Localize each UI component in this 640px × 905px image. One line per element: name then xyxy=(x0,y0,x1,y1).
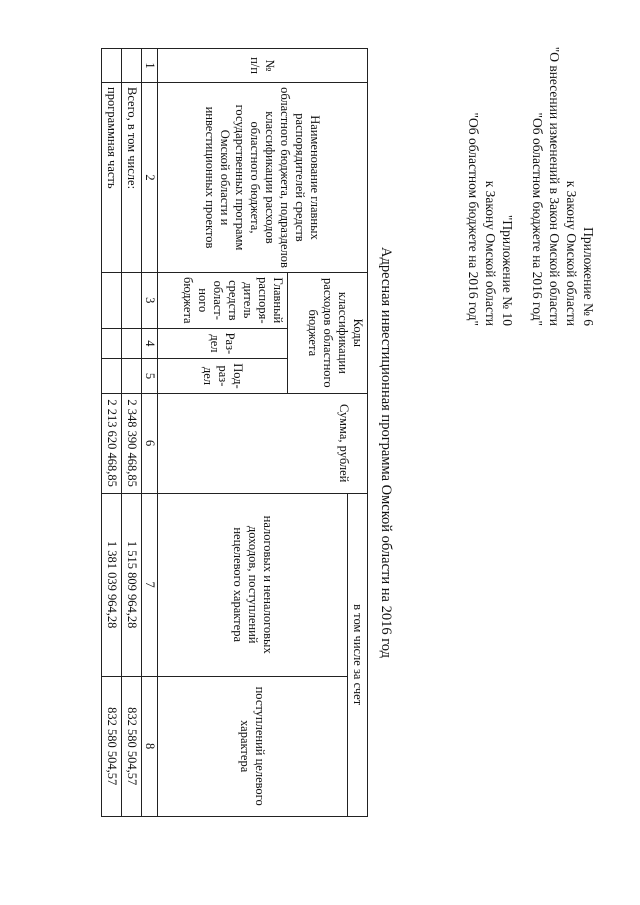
header-main-manager: Главный распоря-дитель средств област-ного бюджета xyxy=(158,273,288,329)
header-codes: Коды классификации расходов областного бюджета xyxy=(288,273,368,394)
appendix-current-line4: "Об областном бюджете на 2016 год" xyxy=(530,112,545,326)
row-manager xyxy=(122,273,142,329)
row-sum: 2 213 620 468,85 xyxy=(102,393,122,493)
row-section xyxy=(122,328,142,359)
appendix-original-line3: "Об областном бюджете на 2016 год" xyxy=(466,112,481,326)
row-tax: 1 515 809 964,28 xyxy=(122,493,142,676)
row-target: 832 580 504,57 xyxy=(122,676,142,816)
row-subsection xyxy=(102,359,122,393)
header-sum: Сумма, рублей xyxy=(158,393,368,493)
row-sum: 2 348 390 468,85 xyxy=(122,393,142,493)
row-target: 832 580 504,57 xyxy=(102,676,122,816)
header-including: в том числе за счет xyxy=(348,493,368,816)
row-name: программная часть xyxy=(102,83,122,273)
document-title: Адресная инвестиционная программа Омской области на 2016 год xyxy=(378,246,394,659)
appendix-current-line1: Приложение № 6 xyxy=(581,227,596,326)
column-index: 4 xyxy=(142,328,158,359)
header-targeted-income: поступлений целевого характера xyxy=(158,676,348,816)
appendix-original-line2: к Закону Омской области xyxy=(483,180,498,326)
investment-program-table xyxy=(101,48,368,817)
column-index: 6 xyxy=(142,393,158,493)
table-row xyxy=(102,49,122,817)
appendix-original-line1: "Приложение № 10 xyxy=(500,214,515,326)
appendix-current-line3: "О внесении изменений в Закон Омской области xyxy=(547,46,562,326)
column-index: 2 xyxy=(142,83,158,273)
row-name: Всего, в том числе: xyxy=(122,83,142,273)
column-index: 5 xyxy=(142,359,158,393)
table-row xyxy=(122,49,142,817)
row-num xyxy=(122,49,142,83)
column-index: 3 xyxy=(142,273,158,329)
column-index: 7 xyxy=(142,493,158,676)
column-index-row xyxy=(142,49,158,817)
row-tax: 1 381 039 964,28 xyxy=(102,493,122,676)
header-section: Раз-дел xyxy=(158,328,288,359)
appendix-current-header xyxy=(529,0,597,326)
header-num: № п/п xyxy=(158,49,368,83)
row-section xyxy=(102,328,122,359)
appendix-current-line2: к Закону Омской области xyxy=(564,180,579,326)
header-tax-income: налоговых и неналоговых доходов, поступлений нецелевого характера xyxy=(158,493,348,676)
header-subsection: Под-раз-дел xyxy=(158,359,288,393)
appendix-original-header xyxy=(465,0,516,326)
row-subsection xyxy=(122,359,142,393)
row-manager xyxy=(102,273,122,329)
header-name: Наименование главных распорядителей средств областного бюджета, подразделов классификации расходов областного бюджета, государственных программ Омской области и инвестиционных проектов xyxy=(158,83,368,273)
column-index: 8 xyxy=(142,676,158,816)
column-index: 1 xyxy=(142,49,158,83)
row-num xyxy=(102,49,122,83)
